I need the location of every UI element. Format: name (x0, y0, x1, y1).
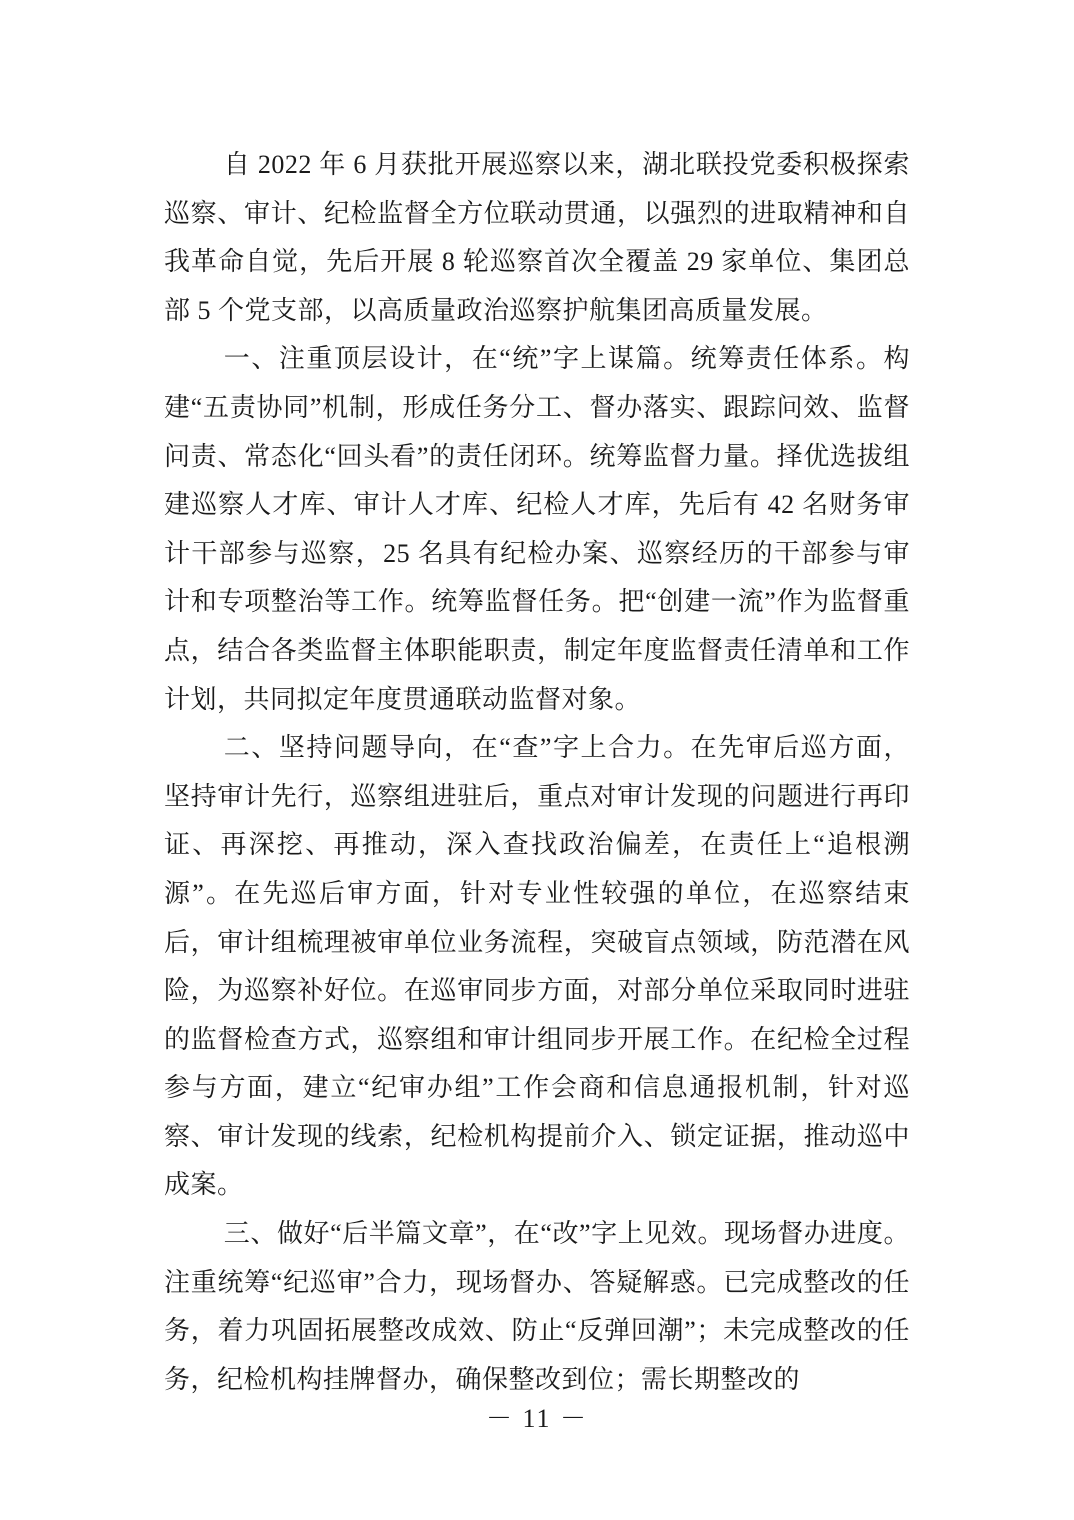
paragraph-section-2: 二、坚持问题导向，在“查”字上合力。在先审后巡方面，坚持审计先行，巡察组进驻后，重点对审计发现的问题进行再印证、再深挖、再推动，深入查找政治偏差，在责任上“追根溯源”。在先巡后审方面，针对专业性较强的单位，在巡察结束后，审计组梳理被审单位业务流程，突破盲点领域，防范潜在风险，为巡察补好位。在巡审同步方面，对部分单位采取同时进驻的监督检查方式，巡察组和审计组同步开展工作。在纪检全过程参与方面，建立“纪审办组”工作会商和信息通报机制，针对巡察、审计发现的线索，纪检机构提前介入、锁定证据，推动巡中成案。 (164, 733, 910, 1200)
paragraph-section-3: 三、做好“后半篇文章”，在“改”字上见效。现场督办进度。注重统筹“纪巡审”合力，现场督办、答疑解惑。已完成整改的任务，着力巩固拓展整改成效、防止“反弹回潮”；未完成整改的任务，纪检机构挂牌督办，确保整改到位；需长期整改的 (164, 1219, 910, 1394)
paragraph-intro: 自 2022 年 6 月获批开展巡察以来，湖北联投党委积极探索巡察、审计、纪检监督全方位联动贯通，以强烈的进取精神和自我革命自觉，先后开展 8 轮巡察首次全覆盖 29 家单位、集团总部 5 个党支部，以高质量政治巡察护航集团高质量发展。 (164, 150, 910, 325)
document-body (164, 141, 910, 1404)
paragraph-section-1: 一、注重顶层设计，在“统”字上谋篇。统筹责任体系。构建“五责协同”机制，形成任务分工、督办落实、跟踪问效、监督问责、常态化“回头看”的责任闭环。统筹监督力量。择优选拔组建巡察人才库、审计人才库、纪检人才库，先后有 42 名财务审计干部参与巡察，25 名具有纪检办案、巡察经历的干部参与审计和专项整治等工作。统筹监督任务。把“创建一流”作为监督重点，结合各类监督主体职能职责，制定年度监督责任清单和工作计划，共同拟定年度贯通联动监督对象。 (164, 344, 910, 714)
page-number: － 11 － (485, 1404, 589, 1433)
